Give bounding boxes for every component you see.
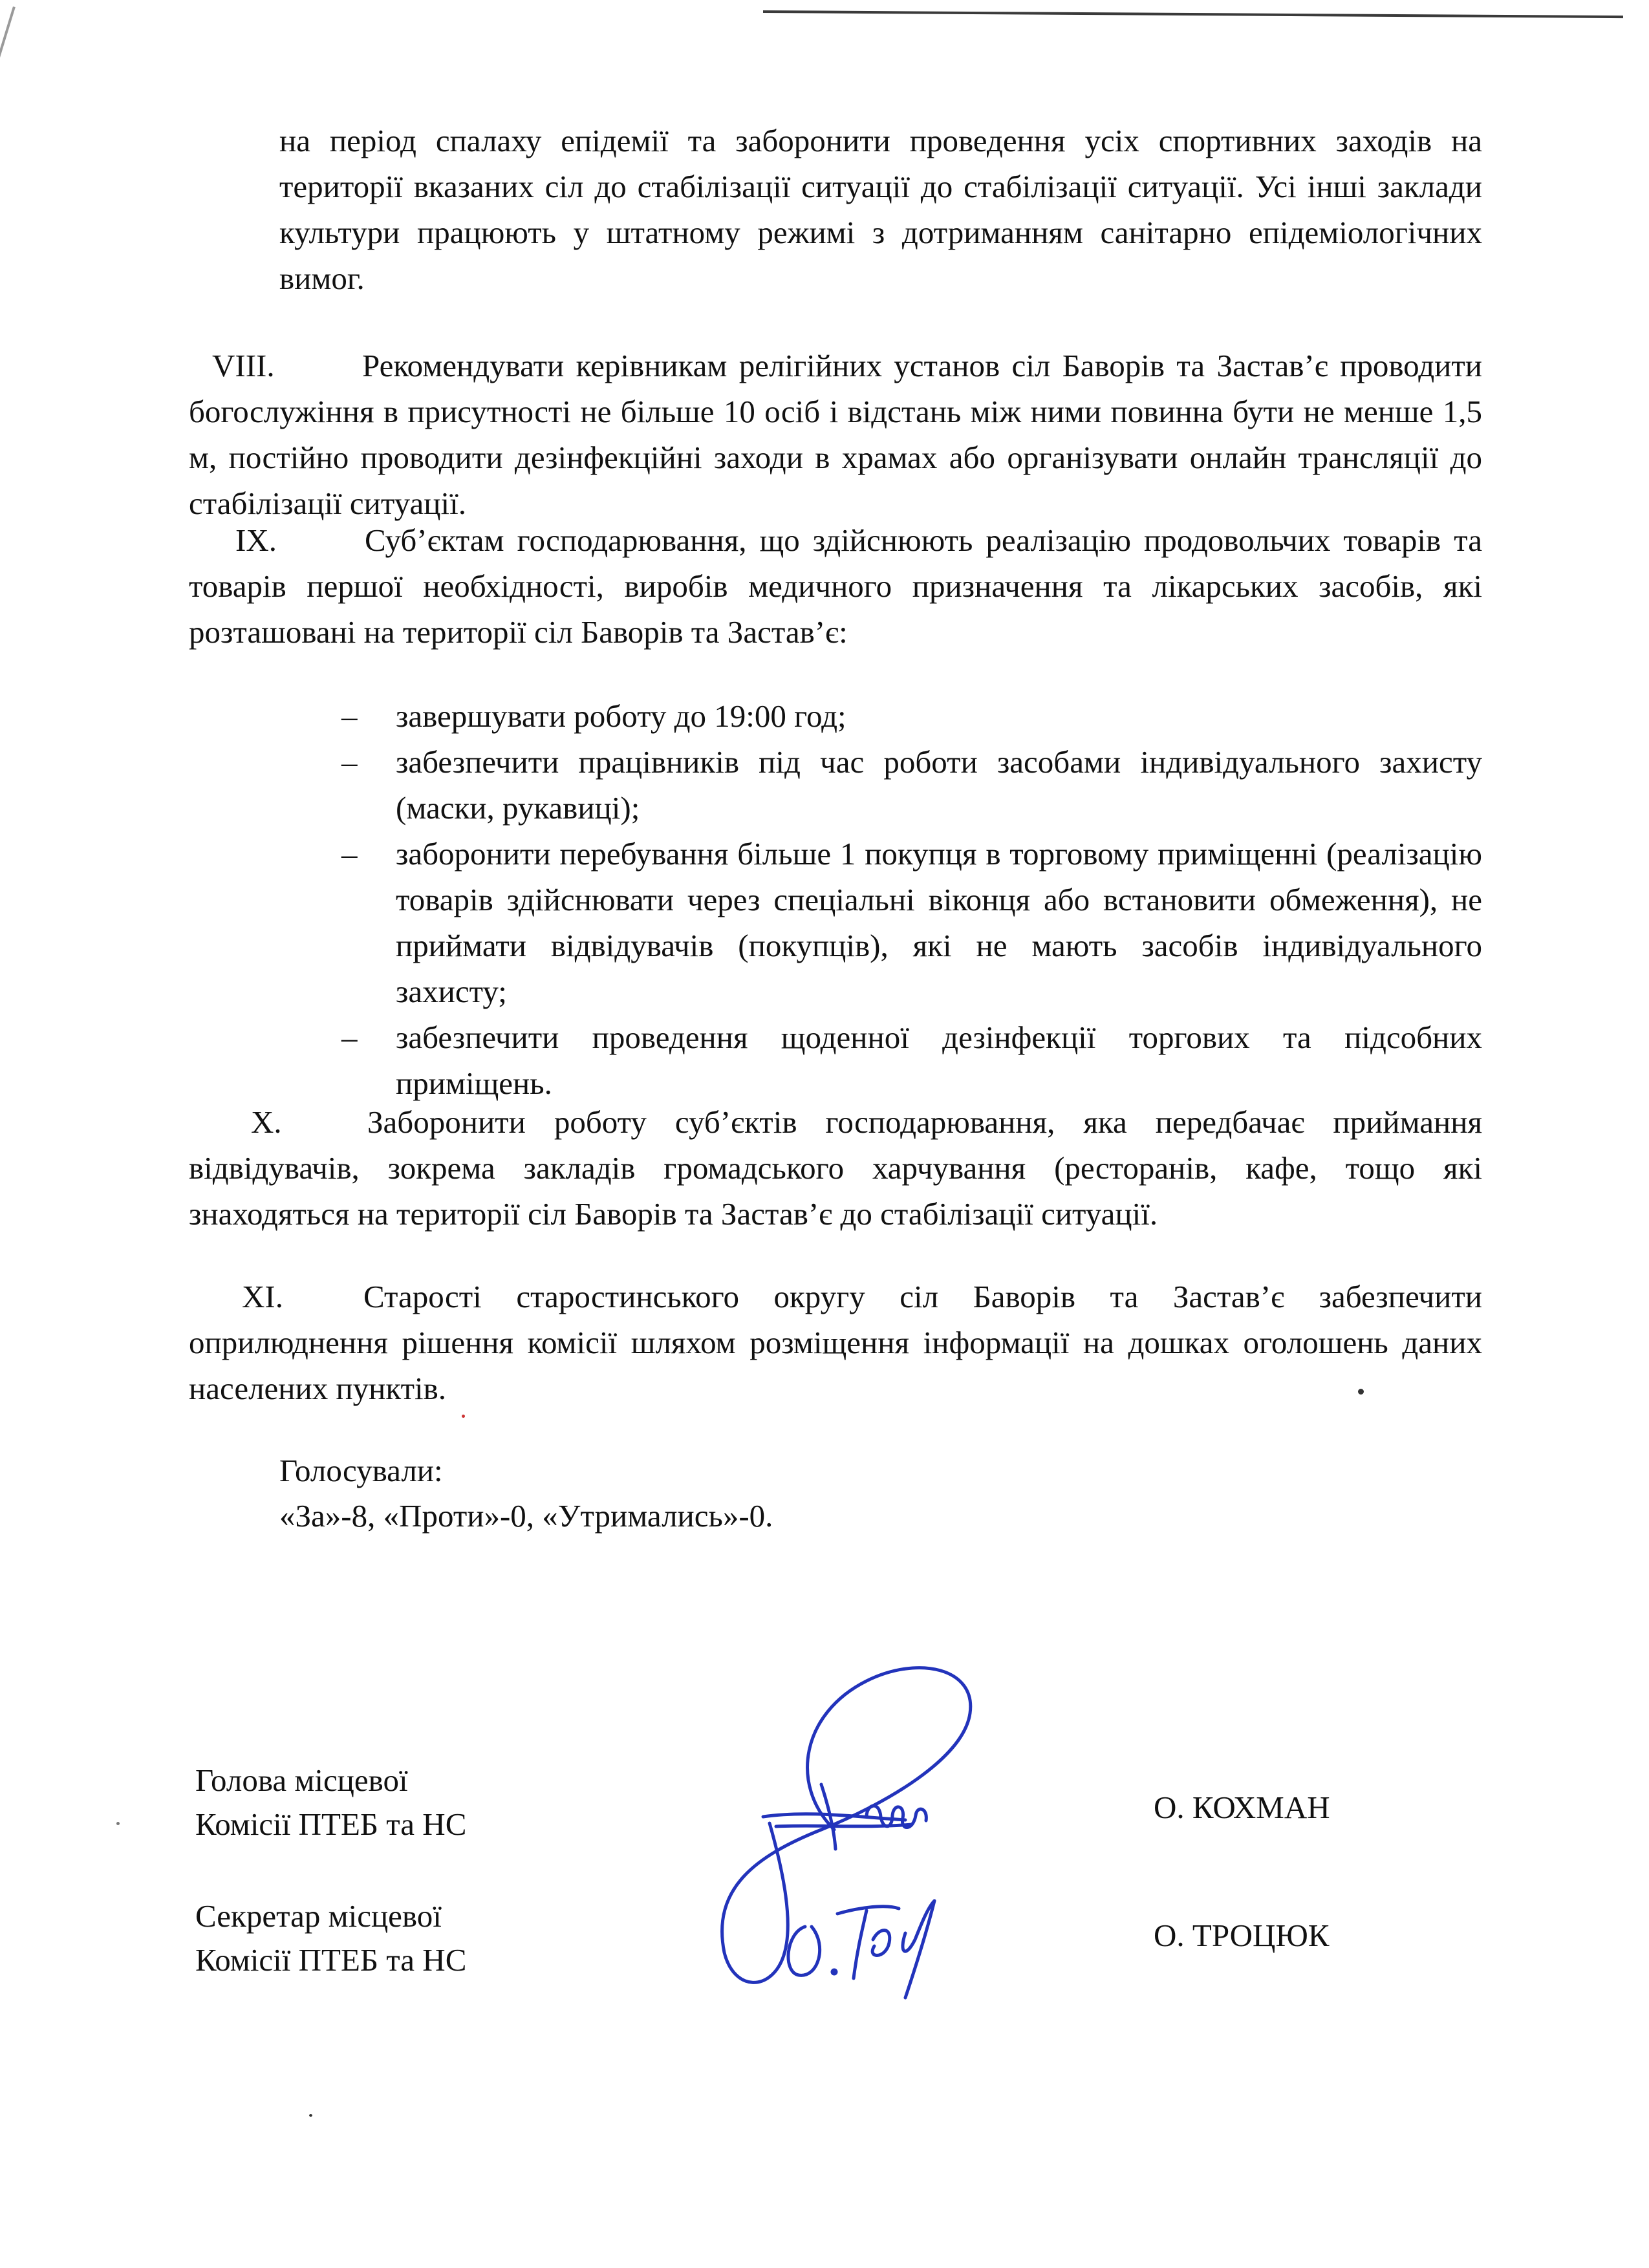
signature-secretary-stroke: [837, 1907, 899, 1914]
scan-speck: [309, 2114, 312, 2117]
list-item: – заборонити перебування більше 1 покупця в торговому приміщенні (реалізацію товарів здійснювати через спеціальні віконця або встановити обмеження), не приймати відвідувачів (покупців), які не мають засобів індивідуального захисту;: [336, 831, 1482, 1014]
voting-block: [279, 1448, 1185, 1539]
section-viii: [189, 343, 1482, 526]
list-dash: –: [341, 744, 358, 780]
section-number: XI.: [242, 1279, 283, 1314]
section-number: X.: [251, 1104, 282, 1140]
voting-result: «За»-8, «Проти»-0, «Утримались»-0.: [279, 1498, 773, 1534]
section-ix: [189, 517, 1482, 655]
scan-speck: [1358, 1389, 1364, 1395]
paragraph-continuation: на період спалаху епідемії та заборонити проведення усіх спортивних заходів на території вказаних сіл до стабілізації ситуації до стабілізації ситуації. Усі інші заклади культури працюють у штатному режимі з дотриманням санітарно епідеміологічних вимог.: [279, 123, 1482, 296]
section-number: VIII.: [212, 348, 275, 383]
list-dash: –: [341, 1020, 358, 1055]
signature-secretary-stroke: [854, 1910, 867, 1978]
scan-speck: [462, 1415, 465, 1418]
list-dash: –: [341, 698, 358, 734]
section-text: Рекомендувати керівникам релігійних установ сіл Баворів та Застав’є проводити богослужіння в присутності не більше 10 осіб і відстань між ними повинна бути не менше 1,5 м, постійно проводити дезінфекційні заходи в храмах або організувати онлайн трансляції до стабілізації ситуації.: [189, 348, 1482, 521]
handwritten-signatures: [673, 1655, 1086, 2017]
list-item: – забезпечити працівників під час роботи засобами індивідуального захисту (маски, рукавиці);: [336, 739, 1482, 831]
section-xi: [189, 1274, 1482, 1411]
section-text: Суб’єктам господарювання, що здійснюють реалізацію продовольчих товарів та товарів першої необхідності, виробів медичного призначення та лікарських засобів, які розташовані на території сіл Баворів та Застав’є:: [189, 522, 1482, 650]
section-text: Старості старостинського округу сіл Баворів та Застав’є забезпечити оприлюднення рішення комісії шляхом розміщення інформації на дошках оголошень даних населених пунктів.: [189, 1279, 1482, 1406]
section-x: [189, 1099, 1482, 1237]
section-number: IX.: [235, 522, 277, 558]
section-text: Заборонити роботу суб’єктів господарювання, яка передбачає приймання відвідувачів, зокрема закладів громадського харчування (ресторанів, кафе, тощо які знаходяться на території сіл Баворів та Застав’є до стабілізації ситуації.: [189, 1104, 1482, 1232]
list-item: – забезпечити проведення щоденної дезінфекції торгових та підсобних приміщень.: [336, 1014, 1482, 1106]
signature-secretary-stroke: [903, 1901, 934, 1998]
head-title: Голова місцевої Комісії ПТЕБ та НС: [195, 1762, 467, 1842]
secretary-name: О. ТРОЦЮК: [1154, 1918, 1330, 1953]
secretary-title: Секретар місцевої Комісії ПТЕБ та НС: [195, 1898, 467, 1978]
scan-speck: [116, 1822, 120, 1825]
voting-label: Голосували:: [279, 1453, 443, 1488]
signature-secretary-stroke: [872, 1931, 890, 1956]
requirements-list: [336, 693, 1482, 1106]
head-name: О. КОХМАН: [1154, 1790, 1330, 1825]
signature-secretary-dot: [832, 1970, 836, 1974]
list-item: – завершувати роботу до 19:00 год;: [336, 693, 1482, 739]
signature-head-stroke: [763, 1814, 905, 1820]
signature-secretary-stroke: [788, 1927, 820, 1975]
list-dash: –: [341, 836, 358, 872]
